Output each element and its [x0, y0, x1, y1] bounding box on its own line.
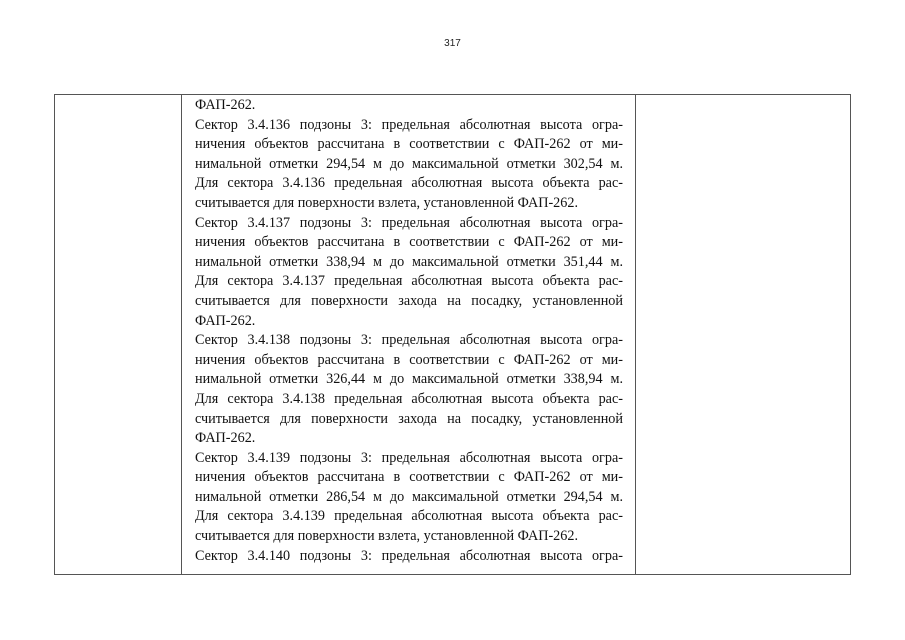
left-empty-cell — [55, 95, 182, 575]
text-line: Сектор 3.4.138 подзоны 3: предельная абсолютная высота огра- — [195, 332, 623, 349]
page-number: 317 — [444, 38, 461, 49]
text-line: считывается для поверхности взлета, установленной ФАП-262. — [195, 194, 579, 211]
text-line: Сектор 3.4.136 подзоны 3: предельная абсолютная высота огра- — [195, 116, 623, 133]
text-line: Для сектора 3.4.138 предельная абсолютная высота объекта рас- — [195, 390, 623, 407]
text-line: Для сектора 3.4.137 предельная абсолютная высота объекта рас- — [195, 273, 623, 290]
text-line: ФАП-262. — [195, 430, 256, 447]
text-line: нимальной отметки 294,54 м до максимальной отметки 302,54 м. — [195, 155, 623, 172]
text-line: ФАП-262. — [195, 97, 256, 113]
text-line: Для сектора 3.4.139 предельная абсолютная высота объекта рас- — [195, 508, 623, 525]
text-line: ФАП-262. — [195, 312, 256, 329]
text-line: ничения объектов рассчитана в соответствии с ФАП-262 от ми- — [195, 351, 623, 368]
text-line: нимальной отметки 326,44 м до максимальной отметки 338,94 м. — [195, 371, 623, 388]
cell-text-block — [182, 95, 635, 574]
text-line: Сектор 3.4.137 подзоны 3: предельная абсолютная высота огра- — [195, 214, 623, 231]
text-cell — [182, 95, 636, 575]
text-line: считывается для поверхности захода на посадку, установленной — [195, 292, 623, 309]
right-empty-cell — [636, 95, 851, 575]
text-line: считывается для поверхности захода на посадку, установленной — [195, 410, 623, 427]
text-line: считывается для поверхности взлета, установленной ФАП-262. — [195, 528, 579, 545]
text-line: Сектор 3.4.140 подзоны 3: предельная абсолютная высота огра- — [195, 547, 623, 564]
text-line: Для сектора 3.4.136 предельная абсолютная высота объекта рас- — [195, 175, 623, 192]
text-line: ничения объектов рассчитана в соответствии с ФАП-262 от ми- — [195, 136, 623, 153]
text-line: нимальной отметки 338,94 м до максимальной отметки 351,44 м. — [195, 253, 623, 270]
text-line: ничения объектов рассчитана в соответствии с ФАП-262 от ми- — [195, 234, 623, 251]
text-line: ничения объектов рассчитана в соответствии с ФАП-262 от ми- — [195, 469, 623, 486]
text-line: нимальной отметки 286,54 м до максимальной отметки 294,54 м. — [195, 488, 623, 505]
table-row — [55, 95, 851, 575]
document-table — [54, 94, 851, 575]
text-line: Сектор 3.4.139 подзоны 3: предельная абсолютная высота огра- — [195, 449, 623, 466]
